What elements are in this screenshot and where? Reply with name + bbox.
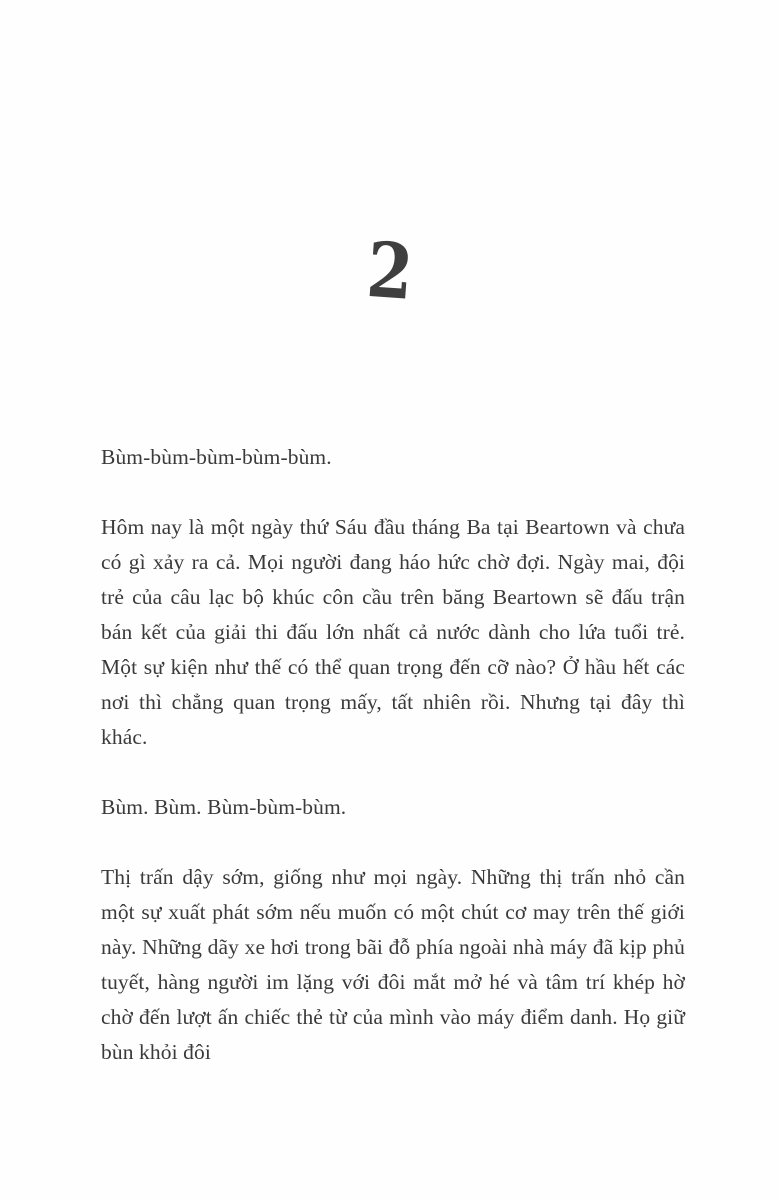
paragraph: Bùm-bùm-bùm-bùm-bùm.	[101, 445, 332, 469]
chapter-number	[0, 224, 779, 318]
paragraph: Thị trấn dậy sớm, giống như mọi ngày. Những thị trấn nhỏ cần một sự xuất phát sớm nếu muốn có một chút cơ may trên thế giới này. Những dãy xe hơi trong bãi đỗ phía ngoài nhà máy đã kịp phủ tuyết, hàng người im lặng với đôi mắt mở hé và tâm trí khép hờ chờ đến lượt ấn chiếc thẻ từ của mình vào máy điểm danh. Họ giữ bùn khỏi đôi	[101, 865, 685, 1064]
page-content	[101, 440, 685, 1070]
chapter-number-glyph: 2	[363, 224, 416, 318]
paragraph: Hôm nay là một ngày thứ Sáu đầu tháng Ba tại Beartown và chưa có gì xảy ra cả. Mọi người đang háo hức chờ đợi. Ngày mai, đội trẻ của câu lạc bộ khúc côn cầu trên băng Beartown sẽ đấu trận bán kết của giải thi đấu lớn nhất cả nước dành cho lứa tuổi trẻ. Một sự kiện như thế có thể quan trọng đến cỡ nào? Ở hầu hết các nơi thì chẳng quan trọng mấy, tất nhiên rồi. Nhưng tại đây thì khác.	[101, 515, 685, 749]
paragraph: Bùm. Bùm. Bùm-bùm-bùm.	[101, 795, 347, 819]
